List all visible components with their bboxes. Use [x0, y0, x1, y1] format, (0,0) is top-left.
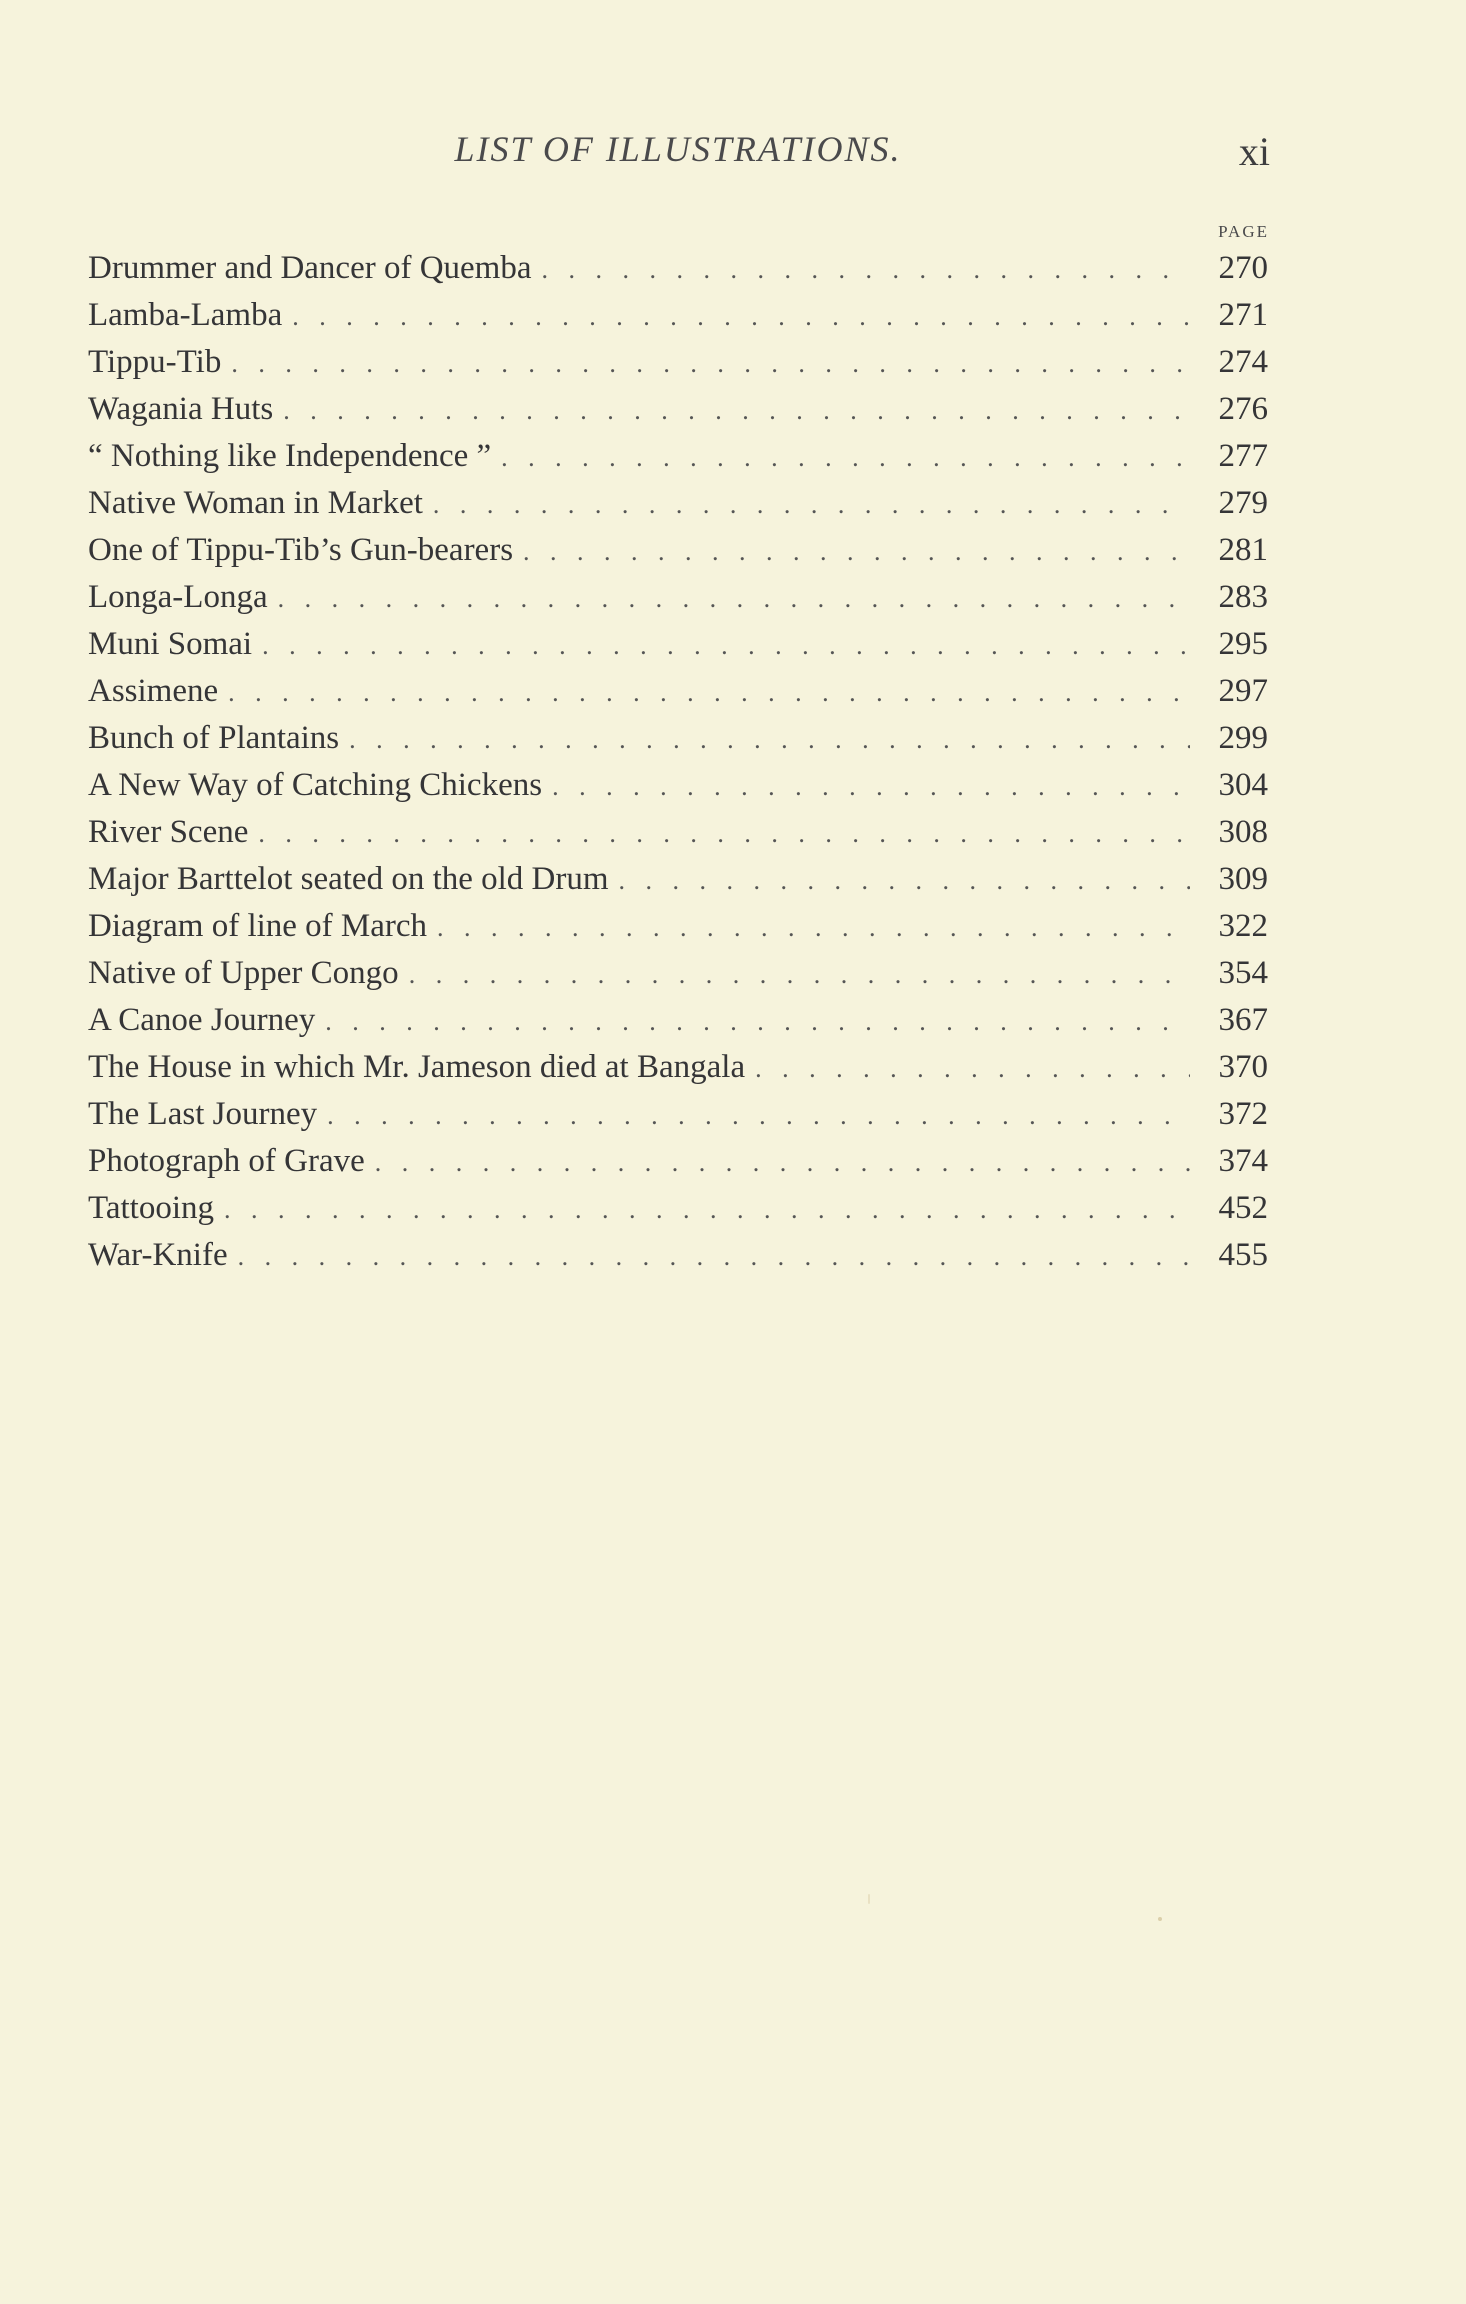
- dot-leader: [292, 293, 1190, 340]
- list-item: [88, 339, 1268, 386]
- entry-page-number: 281: [1218, 532, 1268, 568]
- dot-leader: [619, 857, 1190, 904]
- dot-leader: [258, 810, 1190, 857]
- list-item: [88, 433, 1268, 480]
- entry-page-number: 274: [1218, 344, 1268, 380]
- entry-page-number: 295: [1218, 626, 1268, 662]
- entry-title: Drummer and Dancer of Quemba: [88, 250, 532, 286]
- list-item: [88, 292, 1268, 339]
- entry-title: One of Tippu-Tib’s Gun-bearers: [88, 532, 514, 568]
- entry-title: “ Nothing like Independence ”: [88, 438, 492, 474]
- entry-title: A New Way of Catching Chickens: [88, 767, 543, 803]
- entry-page-number: 283: [1218, 579, 1268, 615]
- entry-page-number: 455: [1218, 1237, 1268, 1273]
- entry-page-number: 452: [1218, 1190, 1268, 1226]
- entry-page-number: 367: [1218, 1002, 1268, 1038]
- list-item: [88, 527, 1268, 574]
- list-item: [88, 903, 1268, 950]
- entry-page-number: 270: [1218, 250, 1268, 286]
- list-item: [88, 574, 1268, 621]
- entry-page-number: 370: [1218, 1049, 1268, 1085]
- dot-leader: [501, 434, 1190, 481]
- dot-leader: [231, 340, 1190, 387]
- list-item: [88, 715, 1268, 762]
- entry-title: The House in which Mr. Jameson died at Bangala: [88, 1049, 746, 1085]
- list-item: [88, 809, 1268, 856]
- dot-leader: [375, 1139, 1190, 1186]
- entry-title: Wagania Huts: [88, 391, 274, 427]
- list-item: [88, 480, 1268, 527]
- list-item: [88, 386, 1268, 433]
- dot-leader: [262, 622, 1190, 669]
- entry-title: Bunch of Plantains: [88, 720, 340, 756]
- dot-leader: [552, 763, 1190, 810]
- page-number: xi: [1238, 129, 1270, 174]
- dot-leader: [238, 1233, 1190, 1280]
- dot-leader: [228, 669, 1190, 716]
- dot-leader: [224, 1186, 1190, 1233]
- list-item: [88, 1138, 1268, 1185]
- entry-title: River Scene: [88, 814, 249, 850]
- entry-page-number: 297: [1218, 673, 1268, 709]
- illustrations-list: [88, 245, 1268, 1279]
- running-header: [88, 128, 1268, 188]
- dot-leader: [755, 1045, 1190, 1092]
- list-item: [88, 997, 1268, 1044]
- dot-leader: [542, 246, 1191, 293]
- dot-leader: [278, 575, 1190, 622]
- entry-page-number: 304: [1218, 767, 1268, 803]
- page-title: LIST OF ILLUSTRATIONS.: [454, 129, 902, 169]
- entry-page-number: 277: [1218, 438, 1268, 474]
- entry-page-number: 276: [1218, 391, 1268, 427]
- entry-page-number: 279: [1218, 485, 1268, 521]
- entry-title: Native Woman in Market: [88, 485, 423, 521]
- entry-title: A Canoe Journey: [88, 1002, 316, 1038]
- dot-leader: [523, 528, 1190, 575]
- entry-page-number: 271: [1218, 297, 1268, 333]
- list-item: [88, 1232, 1268, 1279]
- entry-title: Photograph of Grave: [88, 1143, 365, 1179]
- list-item: [88, 950, 1268, 997]
- page-column-label: PAGE: [1218, 222, 1269, 241]
- dot-leader: [437, 904, 1190, 951]
- entry-title: Lamba-Lamba: [88, 297, 283, 333]
- dot-leader: [327, 1092, 1190, 1139]
- list-item: [88, 1185, 1268, 1232]
- entry-title: Assimene: [88, 673, 219, 709]
- entry-title: Diagram of line of March: [88, 908, 428, 944]
- dot-leader: [433, 481, 1190, 528]
- entry-page-number: 372: [1218, 1096, 1268, 1132]
- entry-title: Tattooing: [88, 1190, 215, 1226]
- dot-leader: [283, 387, 1190, 434]
- entry-title: Tippu-Tib: [88, 344, 222, 380]
- paper-speck: [868, 1894, 870, 1904]
- dot-leader: [409, 951, 1190, 998]
- entry-page-number: 322: [1218, 908, 1268, 944]
- entry-page-number: 374: [1218, 1143, 1268, 1179]
- list-item: [88, 1044, 1268, 1091]
- list-item: [88, 621, 1268, 668]
- list-item: [88, 668, 1268, 715]
- entry-title: The Last Journey: [88, 1096, 318, 1132]
- entry-page-number: 308: [1218, 814, 1268, 850]
- dot-leader: [349, 716, 1190, 763]
- list-item: [88, 856, 1268, 903]
- list-item: [88, 245, 1268, 292]
- entry-title: Muni Somai: [88, 626, 253, 662]
- entry-title: Longa-Longa: [88, 579, 268, 615]
- entry-title: Native of Upper Congo: [88, 955, 399, 991]
- entry-title: Major Barttelot seated on the old Drum: [88, 861, 609, 897]
- list-item: [88, 1091, 1268, 1138]
- entry-page-number: 354: [1218, 955, 1268, 991]
- entry-page-number: 309: [1218, 861, 1268, 897]
- entry-title: War-Knife: [88, 1237, 228, 1273]
- paper-speck: [1158, 1917, 1162, 1921]
- entry-page-number: 299: [1218, 720, 1268, 756]
- dot-leader: [325, 998, 1190, 1045]
- list-item: [88, 762, 1268, 809]
